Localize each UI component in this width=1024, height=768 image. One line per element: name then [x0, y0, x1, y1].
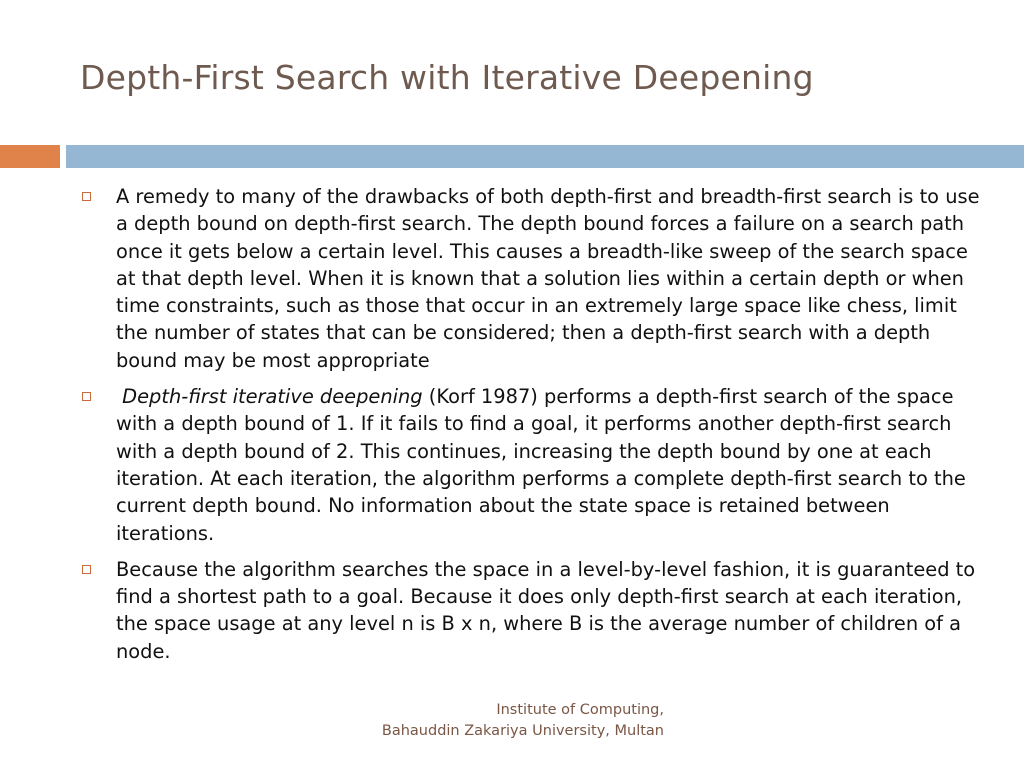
slide-title: Depth-First Search with Iterative Deepening: [80, 58, 814, 97]
bullet-text-3: Because the algorithm searches the space in a level-by-level fashion, it is guaranteed to find a shortest path to a goal. Because it does only depth-first search at each iteration, the space usage at any level n is B x n, where B is the average number of children of a node.: [116, 557, 976, 663]
bullet-text-2-body: (Korf 1987) performs a depth-first search of the space with a depth bound of 1. If it fails to find a goal, it performs another depth-first search with a depth bound of 2. This continues, increasing the depth bound by one at each iteration. At each iteration, the algorithm performs a complete depth-first search to the current depth bound. No information about the state space is retained between iterations.: [116, 385, 966, 545]
bullet-item-1: [82, 183, 982, 374]
accent-bar-orange: [0, 145, 60, 168]
bullet-text-1: A remedy to many of the drawbacks of both depth-first and breadth-first search is to use a depth bound on depth-first search. The depth bound forces a failure on a search path once it gets below a certain level. This causes a breadth-like sweep of the search space at that depth level. When it is known that a solution lies within a certain depth or when time constraints, such as those that occur in an extremely large space like chess, limit the number of states that can be considered; then a depth-first search with a depth bound may be most appropriate: [116, 185, 980, 372]
square-bullet-icon: [82, 565, 91, 574]
accent-band-blue: [66, 145, 1024, 168]
footer-university: Bahauddin Zakariya University, Multan: [381, 723, 664, 739]
square-bullet-icon: [82, 392, 91, 401]
bullet-emphasis: Depth-first iterative deepening: [122, 385, 423, 409]
footer-institute: Institute of Computing,: [496, 702, 664, 718]
bullet-item-2: [82, 383, 982, 547]
slide-footer: [382, 700, 664, 742]
square-bullet-icon: [82, 192, 91, 201]
bullet-list: [82, 183, 982, 674]
bullet-item-3: [82, 556, 982, 665]
bullet-text-2: [116, 385, 966, 544]
